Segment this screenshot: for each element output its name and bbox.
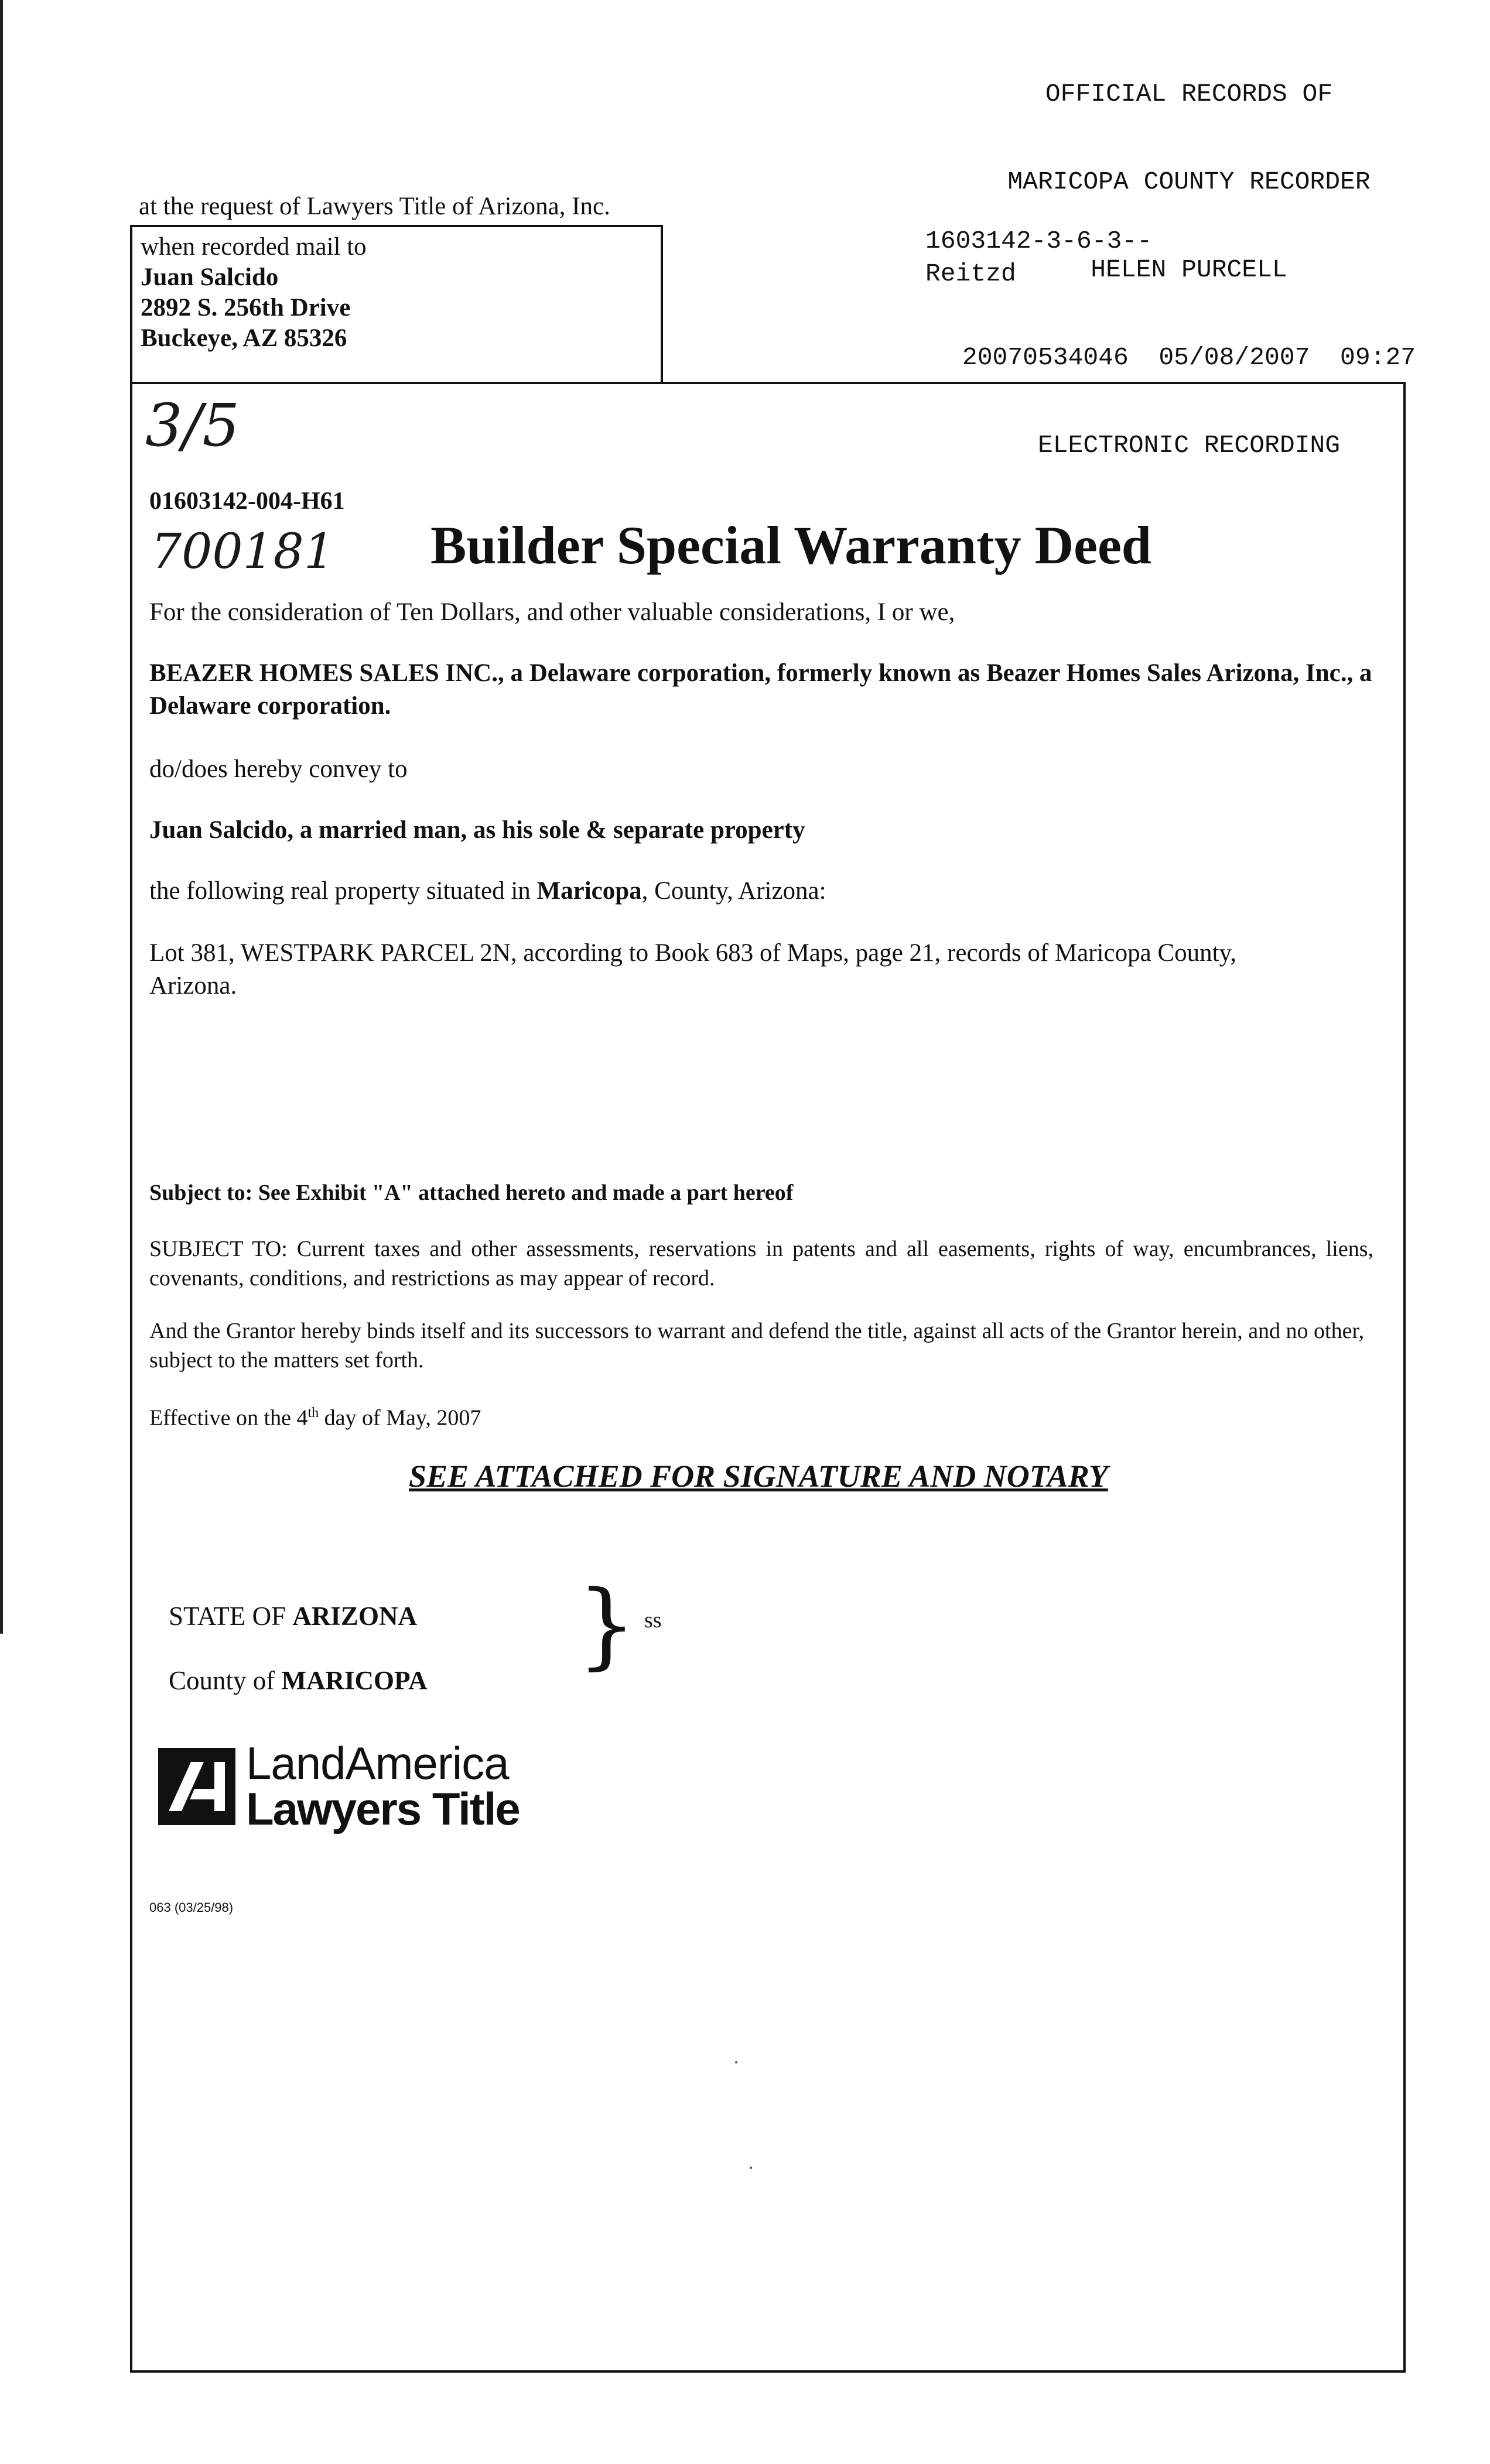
binds-text: And the Grantor hereby binds itself and its successors to warrant and defend the title, against all acts of the Grantor herein, and no other, subject to the matters set forth.: [149, 1319, 1365, 1373]
property-suffix: , County, Arizona:: [641, 877, 826, 905]
exhibit-note: Subject to: See Exhibit "A" attached hereto and made a part hereof: [149, 1180, 794, 1205]
state-label: STATE OF: [169, 1601, 286, 1631]
property-prefix: the following real property situated in: [149, 877, 531, 905]
mail-to-city: Buckeye, AZ 85326: [141, 324, 347, 352]
see-attached-heading: SEE ATTACHED FOR SIGNATURE AND NOTARY: [409, 1459, 1108, 1494]
state-line: [169, 1584, 428, 1648]
effective-prefix: Effective on the 4: [149, 1405, 308, 1431]
venue-brace: }: [577, 1570, 637, 1679]
mail-to-name: Juan Salcido: [141, 263, 279, 291]
order-code-number: 1603142-3-6-3--: [925, 227, 1153, 255]
order-code: [925, 225, 1152, 290]
handwritten-number: 700181: [151, 524, 335, 580]
order-code-initials: Reitzd: [925, 259, 1016, 288]
recorder-line-2: MARICOPA COUNTY RECORDER: [1007, 167, 1371, 196]
request-line: at the request of Lawyers Title of Arizona, Inc.: [139, 193, 610, 220]
scan-speck: [750, 2167, 752, 2169]
county-value: MARICOPA: [281, 1666, 428, 1695]
landamerica-logo-icon: [158, 1748, 235, 1825]
consideration-text: For the consideration of Ten Dollars, and other valuable considerations, I or we,: [149, 598, 955, 626]
effective-suffix: day of May, 2007: [319, 1405, 481, 1431]
file-number: 01603142-004-H61: [149, 488, 345, 515]
subject-to-text: SUBJECT TO: Current taxes and other assessments, reservations in patents and all easements, rights of way, encumbrances, liens, covenants, conditions, and restrictions as may appear of record.: [149, 1237, 1373, 1291]
logo-glyph: [158, 1748, 235, 1825]
venue-block: [169, 1584, 428, 1713]
state-value: ARIZONA: [292, 1601, 417, 1631]
property-county: Maricopa: [536, 877, 642, 905]
scan-speck: [735, 2061, 737, 2063]
county-line: [169, 1648, 428, 1713]
logo-wordmark: [246, 1737, 520, 1835]
effective-date: [149, 1398, 1373, 1433]
property-text: [149, 875, 1373, 908]
logo-line-1: LandAmerica: [246, 1737, 509, 1789]
ss-label: ss: [644, 1608, 662, 1633]
convey-text: do/does hereby convey to: [149, 755, 408, 783]
frame-top-line: [662, 382, 1406, 384]
county-label: County of: [169, 1666, 275, 1695]
recorder-line-5: ELECTRONIC RECORDING: [1037, 431, 1341, 460]
effective-suffix-sup: th: [307, 1405, 319, 1421]
document-title: Builder Special Warranty Deed: [430, 515, 1151, 575]
form-number: 063 (03/25/98): [149, 1900, 234, 1915]
recorder-line-1: OFFICIAL RECORDS OF: [1045, 80, 1333, 108]
mail-to-label: when recorded mail to: [141, 233, 367, 261]
grantee-text: Juan Salcido, a married man, as his sole & separate property: [149, 816, 805, 844]
scan-edge: [0, 0, 3, 1634]
recorder-line-3: HELEN PURCELL: [1091, 255, 1287, 284]
grantor-text: BEAZER HOMES SALES INC., a Delaware corporation, formerly known as Beazer Homes Sales Arizona, Inc., a Delaware corporation.: [149, 659, 1372, 720]
recording-number-date-time: 20070534046 05/08/2007 09:27: [962, 343, 1416, 372]
handwritten-page-count: 3/5: [145, 391, 240, 460]
mail-to-box: [130, 225, 663, 383]
logo-line-2: Lawyers Title: [246, 1783, 520, 1835]
mail-to-street: 2892 S. 256th Drive: [141, 294, 351, 321]
legal-description: Lot 381, WESTPARK PARCEL 2N, according to Book 683 of Maps, page 21, records of Maricopa County, Arizona.: [149, 939, 1236, 1000]
